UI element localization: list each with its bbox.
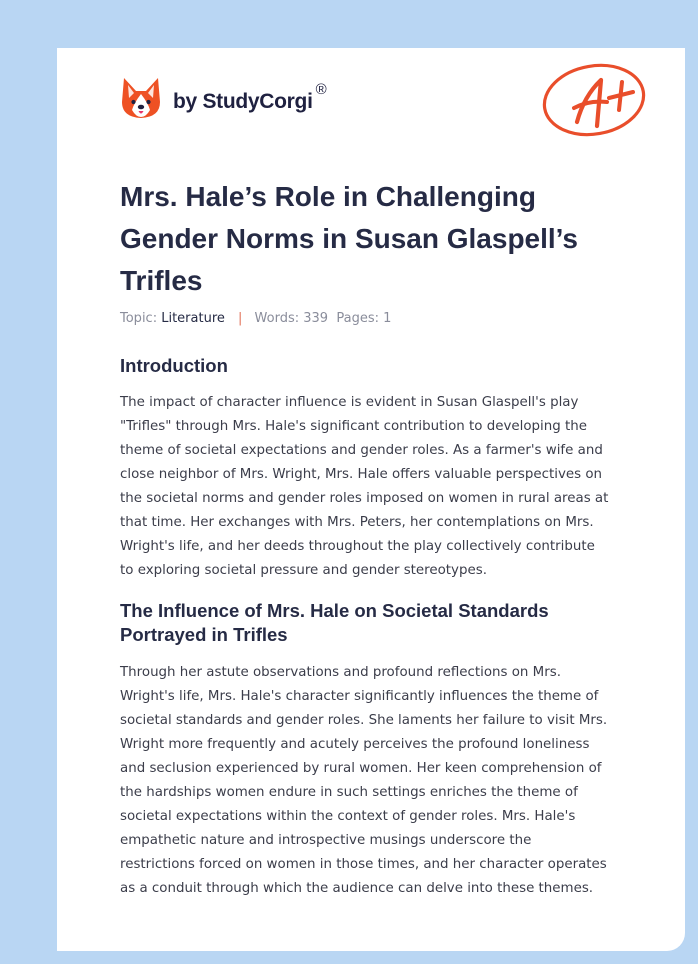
words-label: Words:	[254, 311, 300, 326]
paragraph-line: Through her astute observations and profound reflections on Mrs.	[120, 665, 561, 680]
section-paragraph	[120, 661, 640, 901]
paragraph-line: the hardships women endure in such settings enriches the theme of	[120, 785, 578, 800]
topic-link[interactable]: Literature	[161, 311, 225, 326]
document-page	[57, 43, 685, 951]
section-paragraph	[120, 391, 640, 583]
grade-a-plus-stamp	[537, 43, 652, 143]
meta-separator: |	[238, 311, 243, 326]
essay-title: Mrs. Hale’s Role in Challenging Gender Norms in Susan Glaspell’s Trifles	[120, 181, 578, 296]
section-heading: The Influence of Mrs. Hale on Societal Standards Portrayed in Trifles	[120, 600, 549, 645]
registered-mark: ®	[315, 80, 327, 98]
paragraph-line: societal expectations within the context of gender roles. Mrs. Hale's	[120, 809, 576, 824]
paragraph-line: Wright's life, Mrs. Hale's character significantly influences the theme of	[120, 689, 599, 704]
paragraph-line: the societal norms and gender roles imposed on women in rural areas at	[120, 491, 609, 506]
grade-text: A+	[537, 43, 562, 62]
paragraph-line: close neighbor of Mrs. Wright, Mrs. Hale offers valuable perspectives on	[120, 467, 603, 482]
paragraph-line: restrictions forced on women in those times, and her character operates	[120, 857, 607, 872]
corgi-icon	[121, 76, 161, 120]
paragraph-line: The impact of character influence is evident in Susan Glaspell's play	[120, 395, 579, 410]
pages-count: 1	[383, 311, 392, 326]
paragraph-line: to exploring societal pressure and gender stereotypes.	[120, 563, 487, 578]
pages-label: Pages:	[336, 311, 379, 326]
essay-meta	[120, 311, 391, 326]
paragraph-line: theme of societal expectations and gender roles. As a farmer's wife and	[120, 443, 603, 458]
paragraph-line: "Trifles" through Mrs. Hale's significant contribution to developing the	[120, 419, 587, 434]
paragraph-line: as a conduit through which the audience can delve into these themes.	[120, 881, 594, 896]
paragraph-line: Wright's life, and her deeds throughout the play collectively contribute	[120, 539, 595, 554]
topic-label: Topic:	[120, 311, 158, 326]
section-heading: Introduction	[120, 355, 228, 376]
studycorgi-logo[interactable]	[121, 76, 327, 120]
brand-name: by StudyCorgi	[173, 90, 313, 113]
paragraph-line: that time. Her exchanges with Mrs. Peters, her contemplations on Mrs.	[120, 515, 594, 530]
paragraph-line: Wright more frequently and acutely perceives the profound loneliness	[120, 737, 590, 752]
words-count: 339	[303, 311, 329, 326]
paragraph-line: and seclusion experienced by rural women. Her keen comprehension of	[120, 761, 602, 776]
paragraph-line: societal standards and gender roles. She laments her failure to visit Mrs.	[120, 713, 608, 728]
paragraph-line: empathetic nature and introspective musings underscore the	[120, 833, 532, 848]
